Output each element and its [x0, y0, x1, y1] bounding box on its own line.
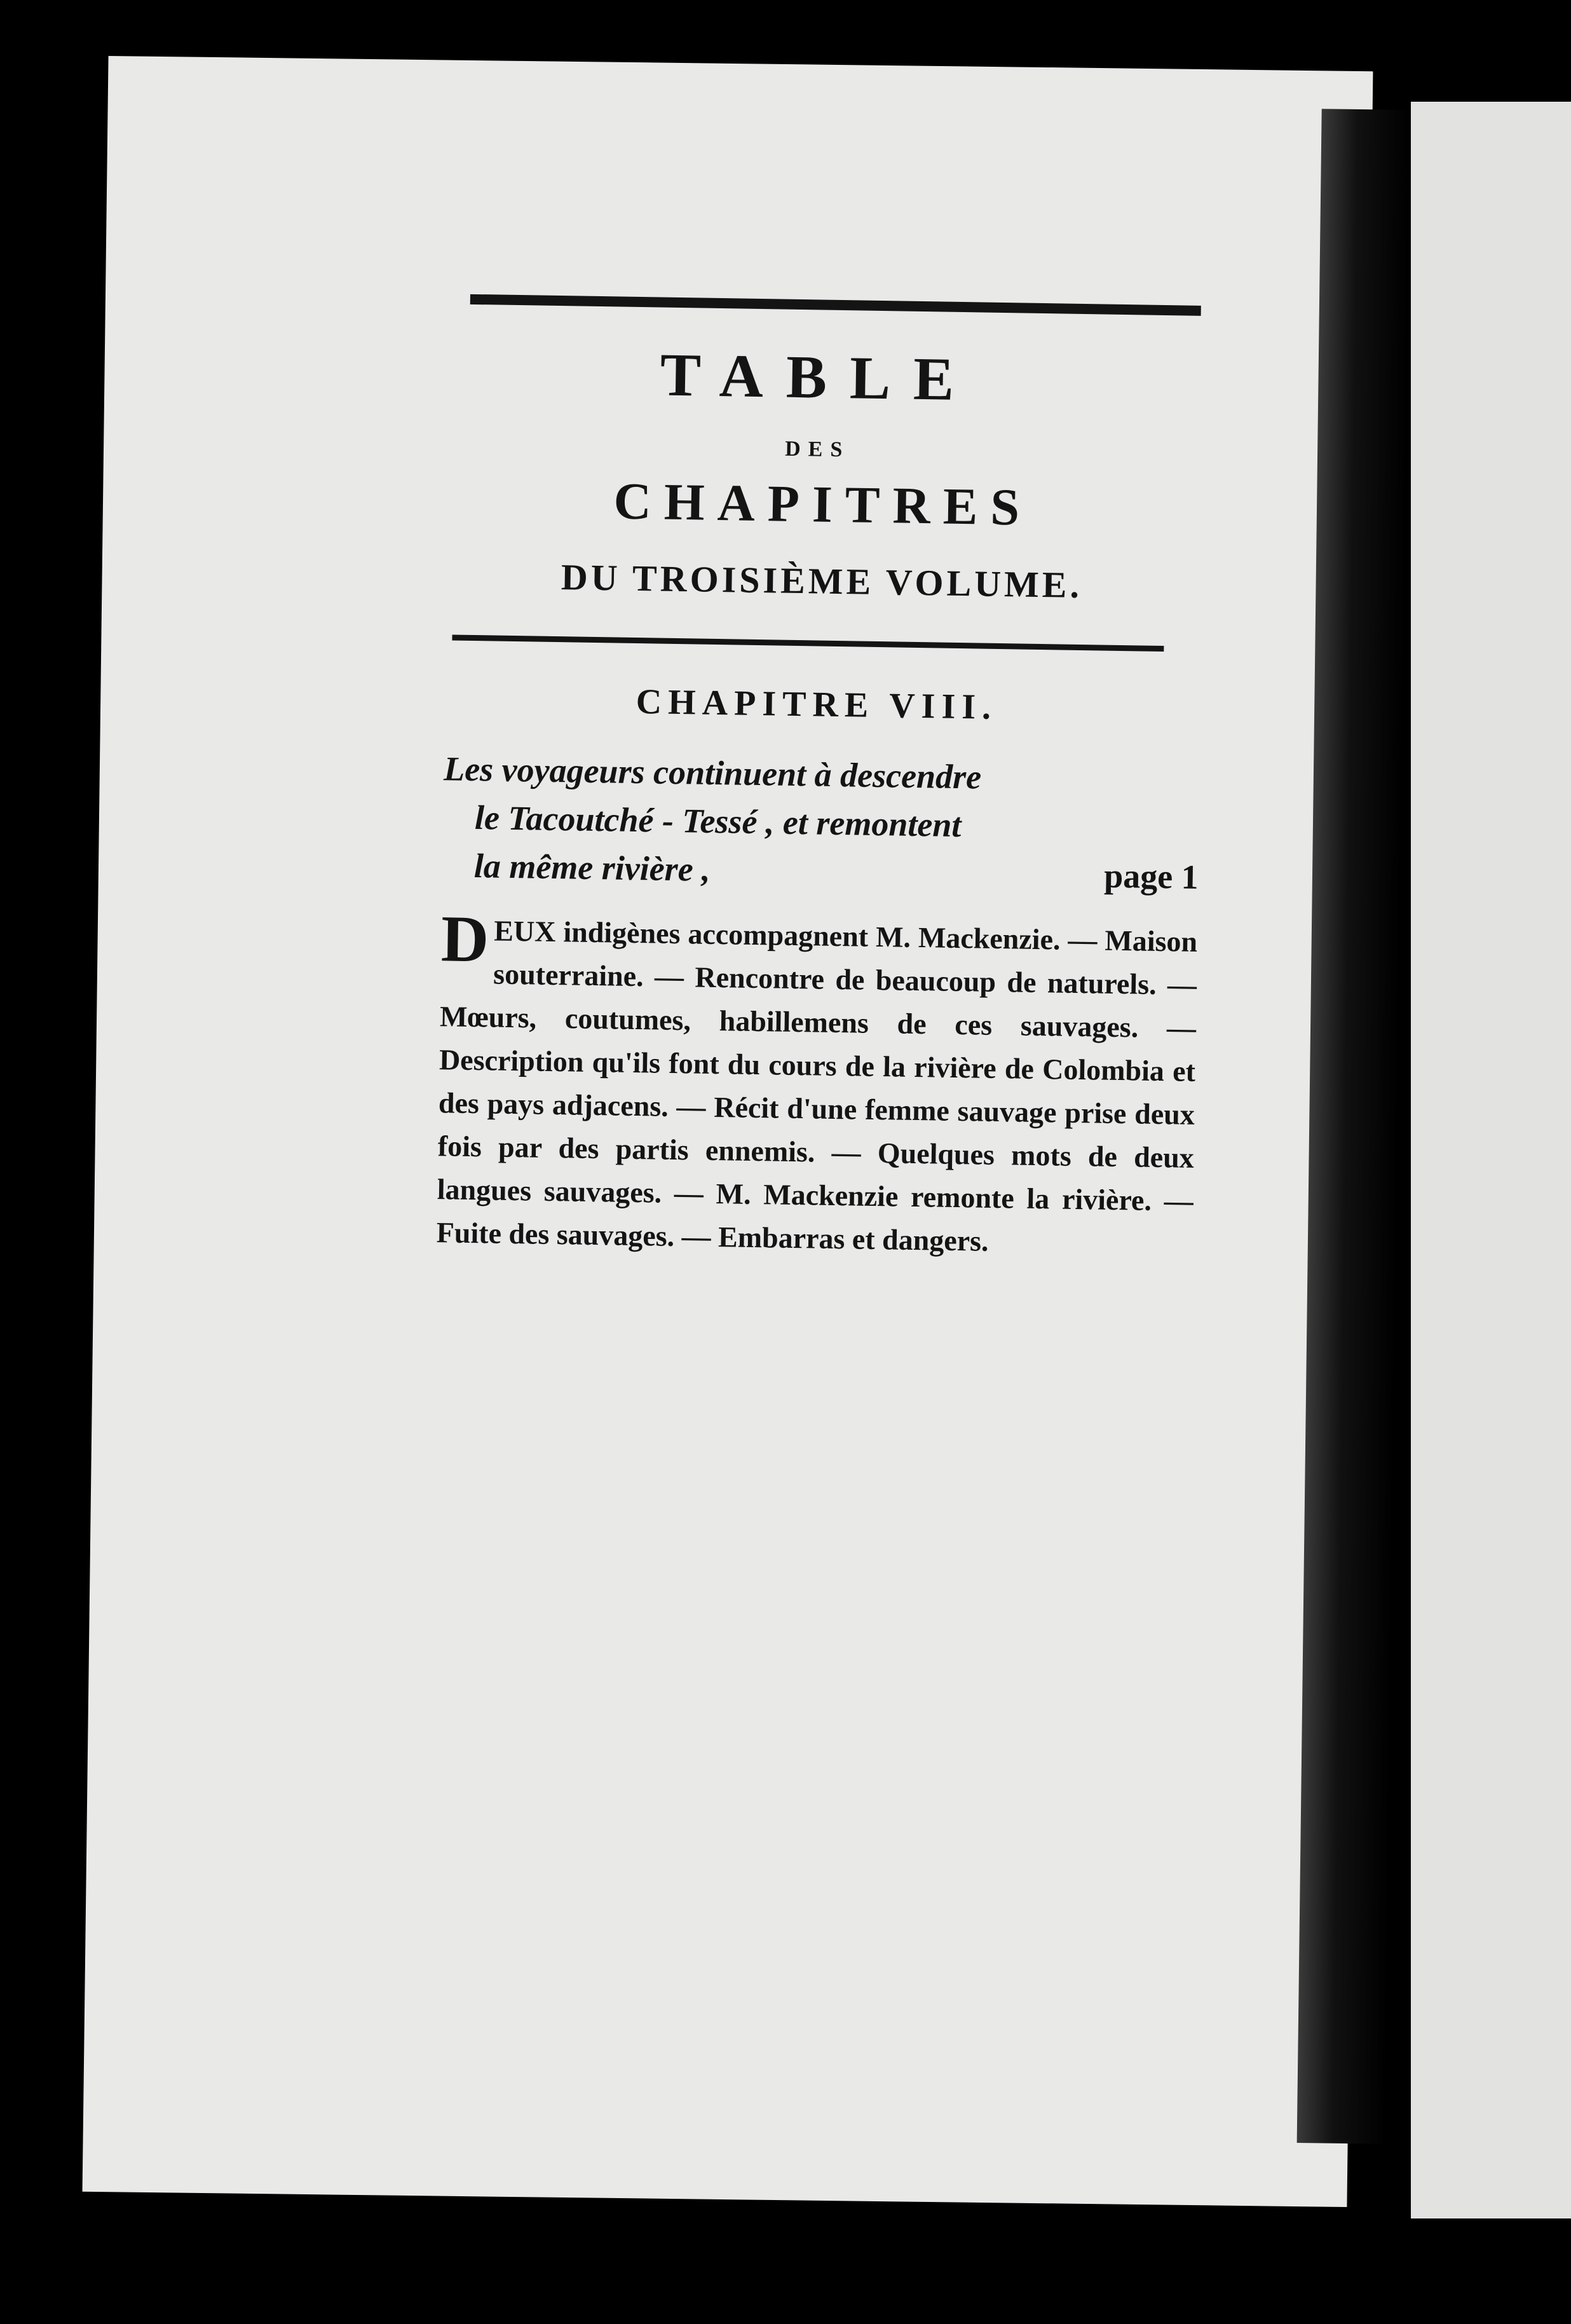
chapter-summary — [346, 743, 1200, 901]
title-volume: DU TROISIÈME VOLUME. — [561, 556, 1083, 606]
page-reference: page 1 — [1103, 856, 1199, 896]
drop-cap: D — [440, 902, 490, 976]
summary-line-1: Les voyageurs continuent à descendre — [443, 749, 982, 796]
title-des: DES — [784, 437, 850, 462]
title-table: TABLE — [660, 340, 977, 414]
adjacent-page — [1411, 102, 1571, 2218]
chapter-contents — [341, 902, 1198, 1266]
summary-line-2: le Tacoutché - Tessé , et remontent — [474, 798, 962, 845]
title-chapitres: CHAPITRES — [613, 472, 1033, 537]
page-content — [341, 292, 1207, 1266]
section-rule — [452, 634, 1164, 652]
chapter-heading: CHAPITRE VIII. — [636, 682, 998, 727]
summary-line-3-text: la même rivière , — [473, 847, 711, 889]
chapter-contents-text: EUX indigènes accompagnent M. Mackenzie. — Maison souterraine. — Rencontre de beaucoup de naturels. — Mœurs, coutumes, habillemens de ces sauvages. — Description qu'ils font du cours de la rivière de Colombia et des pays adjacens. — Récit d'une femme sauvage prise deux fois par des partis ennemis. — Quelques mots de deux langues sauvages. — M. Mackenzie remonte la rivière. — Fuite des sauvages. — Embarras et dangers. — [436, 914, 1198, 1257]
